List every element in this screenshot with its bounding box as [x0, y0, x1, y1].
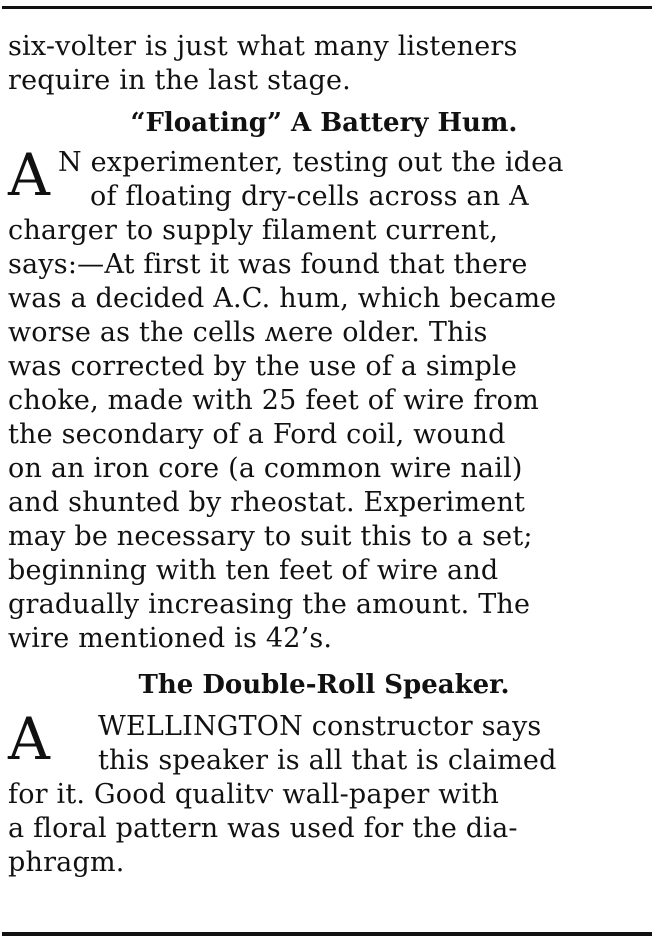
article1-line-5: was a decided A.C. hum, which became: [8, 283, 557, 314]
article2-body: [8, 705, 640, 880]
article1-line-7: was corrected by the use of a simple: [8, 351, 518, 382]
article1-line-15: wire mentioned is 42’s.: [8, 623, 333, 654]
newspaper-column: [8, 30, 640, 880]
article1-line-4: says:—At first it was found that there: [8, 249, 528, 280]
article1-line-1-text: N experimenter, testing out the idea: [58, 147, 564, 178]
article2-line-4: a floral pattern was used for the dia-: [8, 813, 518, 844]
article1-line-8: choke, made with 25 feet of wire from: [8, 385, 539, 416]
article1-line-12: may be necessary to suit this to a set;: [8, 521, 533, 552]
article1-line-3: charger to supply filament current,: [8, 215, 499, 246]
article1-line-10: on an iron core (a common wire nail): [8, 453, 523, 484]
article1-line-14: gradually increasing the amount. The: [8, 589, 531, 620]
intro-paragraph: [8, 30, 640, 98]
article1-line-2: of floating dry-cells across an A: [90, 181, 529, 212]
article2-headline: The Double-Roll Speaker.: [138, 670, 510, 700]
intro-line-2: require in the last stage.: [8, 65, 351, 96]
article1-line-13: beginning with ten feet of wire and: [8, 555, 499, 586]
intro-line-1: six-volter is just what many listeners: [8, 31, 518, 62]
article1-body: [8, 141, 640, 656]
article2-line-3: for it. Good qualitѵ wall-paper with: [8, 779, 500, 810]
article1-drop-cap: A: [8, 141, 51, 209]
article1-headline: “Floating” A Battery Hum.: [130, 108, 518, 138]
article1-line-11: and shunted by rheostat. Experiment: [8, 487, 526, 518]
article2-line-5: phragm.: [8, 847, 125, 878]
article2-line-2: this speaker is all that is claimed: [98, 745, 557, 776]
article1-line-6: worse as the cells ʍere older. This: [8, 317, 488, 348]
top-rule: [2, 6, 652, 9]
bottom-rule: [2, 932, 652, 936]
article1-line-9: the secondary of a Ford coil, wound: [8, 419, 506, 450]
article2-drop-cap: A: [8, 705, 51, 773]
article2-line-1-text: WELLINGTON constructor says: [98, 711, 542, 742]
